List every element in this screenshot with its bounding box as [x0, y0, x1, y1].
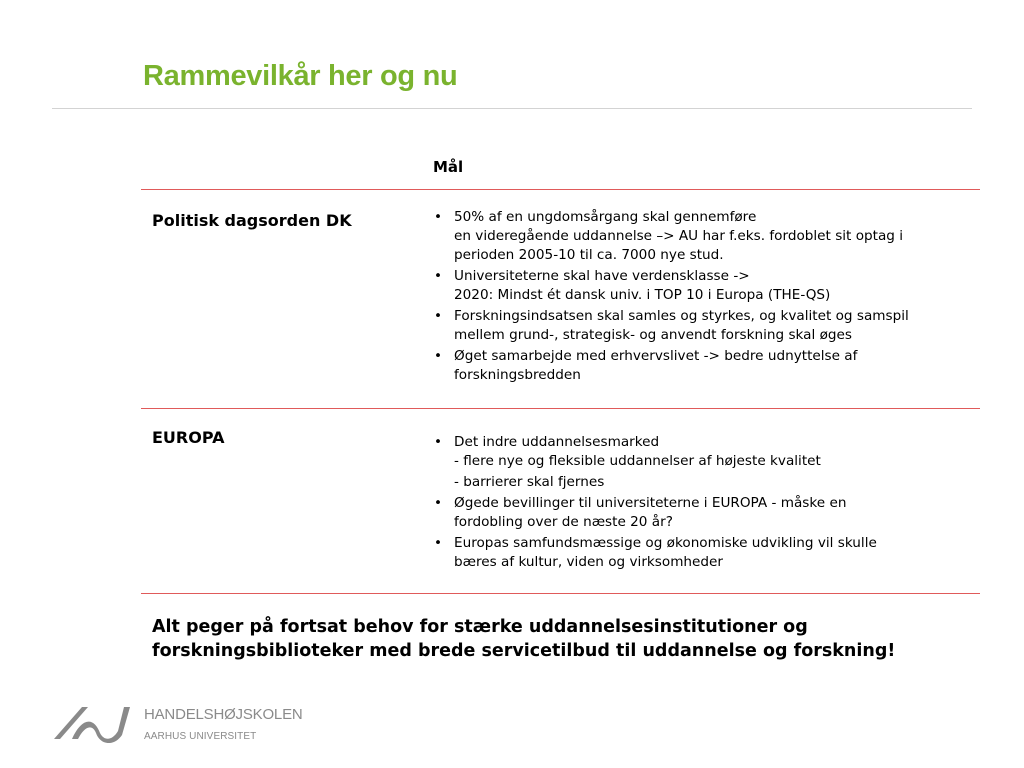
row-label-political-agenda: Politisk dagsorden DK — [152, 211, 352, 230]
political-agenda-bullet-list — [433, 208, 985, 387]
bullet-line: • Universiteterne skal have verdensklasse -> — [454, 268, 750, 284]
bullet-line: en videregående uddannelse –> AU har f.eks. fordoblet sit optag i — [454, 228, 904, 244]
europe-bullet-list — [433, 433, 985, 574]
bullet-item — [433, 307, 985, 345]
bullet-line: perioden 2005-10 til ca. 7000 nye stud. — [454, 247, 724, 263]
row-label-europe: EUROPA — [152, 428, 225, 447]
slide-title: Rammevilkår her og nu — [143, 60, 458, 92]
bullet-line: • Forskningsindsatsen skal samles og styrkes, og kvalitet og samspil — [454, 308, 909, 324]
row-divider — [141, 593, 980, 594]
institution-name: HANDELSHØJSKOLEN — [144, 706, 303, 723]
bullet-line: • Det indre uddannelsesmarked — [454, 434, 660, 450]
bullet-line: • Øgede bevillinger til universiteterne i EUROPA - måske en — [454, 495, 847, 511]
bullet-line: bæres af kultur, viden og virksomheder — [454, 554, 723, 570]
university-name: AARHUS UNIVERSITET — [144, 731, 257, 742]
bullet-line: 2020: Mindst ét dansk univ. i TOP 10 i Europa (THE-QS) — [454, 287, 831, 303]
bullet-item — [433, 534, 985, 572]
conclusion-text: Alt peger på fortsat behov for stærke uddannelsesinstitutioner og forskningsbiblioteker med brede servicetilbud til uddannelse og forskning! — [152, 617, 896, 661]
bullet-item — [433, 208, 985, 265]
bullet-item — [433, 347, 985, 385]
bullet-line: - barrierer skal fjernes — [454, 474, 605, 490]
bullet-item — [433, 494, 985, 532]
institution-name-block — [144, 706, 303, 742]
sub-item — [433, 473, 985, 492]
bullet-line: fordobling over de næste 20 år? — [454, 514, 673, 530]
bullet-line: mellem grund-, strategisk- og anvendt forskning skal øges — [454, 327, 852, 343]
row-divider — [141, 408, 980, 409]
bullet-item — [433, 267, 985, 305]
column-header-goals: Mål — [433, 158, 464, 176]
bullet-item — [433, 433, 985, 471]
bullet-line: - flere nye og fleksible uddannelser af højeste kvalitet — [454, 453, 821, 469]
row-divider — [141, 189, 980, 190]
bullet-line: • 50% af en ungdomsårgang skal gennemføre — [454, 209, 757, 225]
bullet-line: • Europas samfundsmæssige og økonomiske udvikling vil skulle — [454, 535, 877, 551]
au-wave-logo-icon — [52, 703, 132, 743]
bullet-line: forskningsbredden — [454, 367, 581, 383]
bullet-line: • Øget samarbejde med erhvervslivet -> bedre udnyttelse af — [454, 348, 858, 364]
title-divider — [52, 108, 972, 109]
